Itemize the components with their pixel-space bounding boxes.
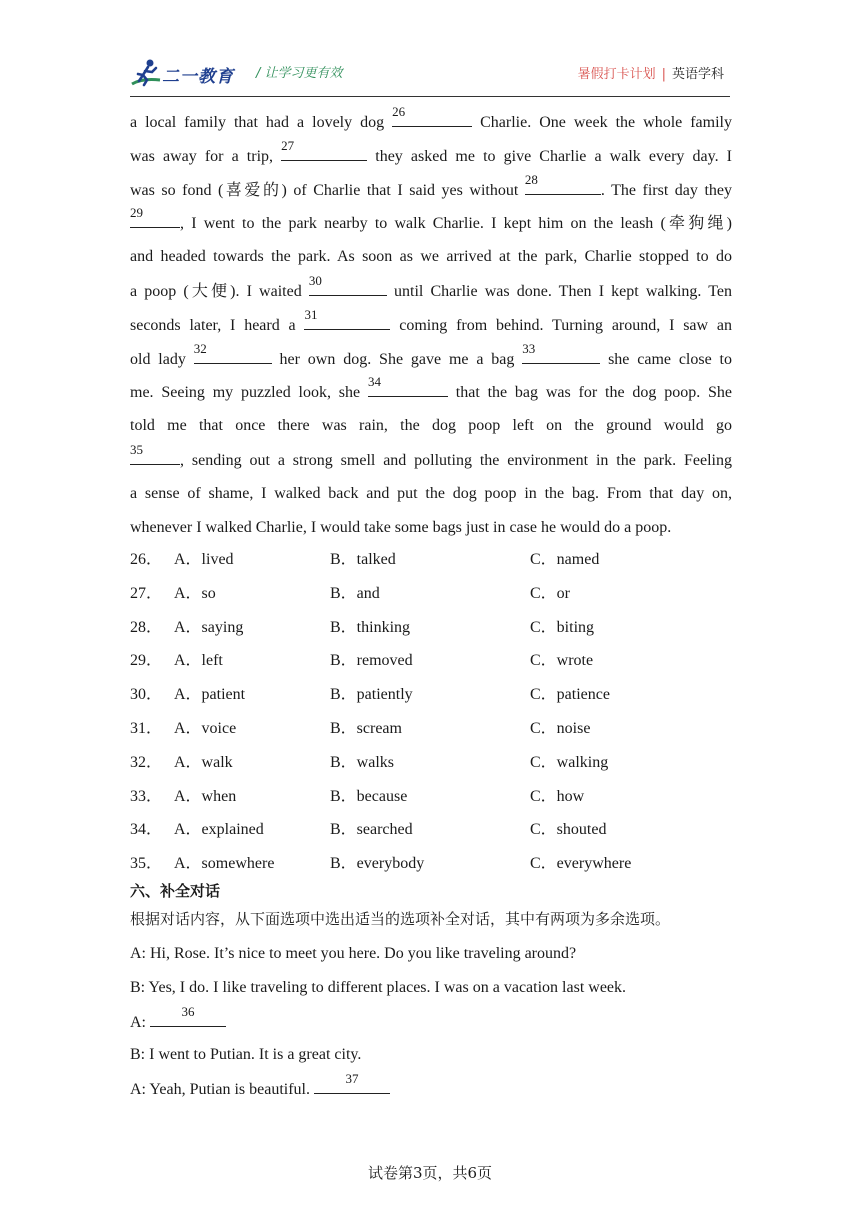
option-a[interactable]: A．voice [174, 719, 237, 737]
option-c[interactable]: C．noise [530, 719, 591, 737]
dialog-line [130, 1071, 732, 1109]
runner-logo-icon [130, 58, 164, 90]
option-c[interactable]: C．named [530, 551, 600, 568]
blank-number: 28 [524, 171, 538, 187]
passage-text: . The first day they [600, 181, 732, 199]
passage-text: old lady [130, 350, 194, 368]
option-c[interactable]: C．or [530, 584, 571, 602]
options-list [130, 546, 732, 884]
passage-line [130, 205, 732, 243]
option-row [130, 816, 732, 850]
option-c[interactable]: C．walking [530, 753, 609, 771]
option-b[interactable]: B．and [330, 584, 380, 602]
passage-line [130, 104, 732, 142]
passage-text: a sense of shame, I walked back and put the dog poop in the bag. From that day on, [130, 484, 732, 502]
passage-line [130, 243, 732, 277]
option-c[interactable]: C．wrote [530, 652, 594, 670]
answer-blank[interactable] [150, 1003, 226, 1027]
passage-text: coming from behind. Turning around, I saw an [390, 316, 733, 334]
dialog-text: A: [130, 1013, 150, 1031]
question-number: 28． [130, 618, 163, 636]
answer-blank[interactable] [130, 205, 180, 228]
blank-number: 34 [367, 374, 381, 390]
option-b[interactable]: B．walks [330, 753, 395, 771]
blank-number: 37 [345, 1071, 359, 1087]
passage-text: they asked me to give Charlie a walk every day. I [367, 147, 733, 165]
section-title: 六、补全对话 [130, 882, 221, 900]
passage-text: seconds later, I heard a [130, 316, 305, 334]
question-number: 34． [130, 821, 163, 839]
option-row [130, 850, 732, 884]
passage-text: until Charlie was done. Then I kept walking. Ten [386, 282, 732, 300]
passage-text: she came close to [600, 350, 732, 368]
option-c[interactable]: C．everywhere [530, 855, 632, 873]
option-b[interactable]: B．talked [330, 551, 396, 568]
dialog-line [130, 1003, 732, 1042]
option-a[interactable]: A．left [174, 652, 223, 670]
question-number: 26． [130, 551, 163, 568]
answer-blank[interactable] [193, 340, 272, 364]
option-a[interactable]: A．walk [174, 753, 233, 771]
logo-text: 二一教育 [162, 67, 234, 87]
question-number: 30． [130, 686, 163, 704]
passage-line [130, 171, 732, 210]
option-b[interactable]: B．patiently [330, 686, 413, 704]
blank-number: 27 [281, 137, 295, 153]
dialog-text: A: Hi, Rose. It’s nice to meet you here. Do you like traveling around? [130, 945, 577, 962]
passage-text: me. Seeing my puzzled look, she [130, 384, 368, 402]
passage-line [130, 306, 733, 345]
passage-text: Charlie. One week the whole family [472, 114, 732, 131]
answer-blank[interactable] [314, 1071, 390, 1094]
question-number: 33． [130, 787, 163, 805]
option-row [130, 783, 732, 817]
answer-blank[interactable] [367, 374, 448, 397]
passage-line [130, 137, 733, 176]
blank-number: 26 [392, 104, 406, 119]
answer-blank[interactable] [392, 104, 472, 127]
answer-blank[interactable] [130, 441, 180, 465]
question-number: 32． [130, 753, 163, 771]
passage-text: whenever I walked Charlie, I would take some bags just in case he would do a poop. [130, 518, 672, 536]
option-a[interactable]: A．lived [174, 551, 234, 568]
option-a[interactable]: A．patient [174, 686, 246, 704]
header-divider [130, 96, 730, 97]
option-row [130, 580, 732, 614]
option-b[interactable]: B．scream [330, 719, 402, 737]
passage-line [130, 441, 732, 480]
blank-number: 36 [181, 1003, 195, 1019]
passage-text: told me that once there was rain, the dog poop left on the ground would go [130, 417, 732, 435]
option-b[interactable]: B．because [330, 787, 408, 805]
option-row [130, 546, 732, 580]
slogan: / 让学习更有效 [256, 66, 343, 81]
option-b[interactable]: B．everybody [330, 855, 425, 873]
passage-line [130, 480, 732, 514]
question-number: 31． [130, 719, 163, 737]
dialog-text: A: Yeah, Putian is beautiful. [130, 1081, 314, 1099]
subject-label: 英语学科 [671, 67, 724, 82]
option-a[interactable]: A．explained [174, 821, 264, 839]
passage-line [130, 412, 732, 446]
dialog-text: B: I went to Putian. It is a great city. [130, 1046, 362, 1064]
option-b[interactable]: B．thinking [330, 618, 411, 636]
answer-blank[interactable] [522, 340, 600, 364]
option-b[interactable]: B．searched [330, 821, 413, 839]
passage-line [130, 374, 733, 412]
dialog-line [130, 1041, 732, 1075]
answer-blank[interactable] [281, 137, 367, 161]
option-row [130, 647, 732, 681]
header-separator: | [661, 67, 666, 82]
passage-text: , I went to the park nearby to walk Charlie. I kept him on the leash (牵狗绳) [180, 215, 732, 233]
dialog [130, 940, 732, 1109]
page-header [130, 52, 730, 96]
header-right [578, 63, 724, 82]
option-b[interactable]: B．removed [330, 652, 413, 670]
passage-line [130, 340, 732, 379]
passage-line [130, 514, 732, 548]
passage-text: her own dog. She gave me a bag [271, 350, 523, 368]
passage-text: , sending out a strong smell and polluting the environment in the park. Feeling [180, 451, 732, 469]
passage-text: that the bag was for the dog poop. She [447, 384, 733, 402]
passage-text: a local family that had a lovely dog [130, 114, 393, 131]
blank-number: 29 [130, 205, 143, 221]
option-a[interactable]: A．saying [174, 618, 244, 636]
option-row [130, 715, 732, 749]
option-a[interactable]: A．when [174, 787, 237, 805]
blank-number: 30 [308, 272, 322, 288]
dialog-line [130, 974, 732, 1008]
question-number: 29． [130, 652, 163, 670]
question-number: 35． [130, 855, 163, 873]
passage-line [130, 272, 732, 311]
option-c[interactable]: C．how [530, 787, 585, 805]
passage-text: a poop (大便). I waited [130, 282, 309, 300]
passage-text: and headed towards the park. As soon as we arrived at the park, Charlie stopped to do [130, 248, 732, 266]
passage-text: was so fond (喜爱的) of Charlie that I said yes without [130, 181, 525, 199]
plan-label: 暑假打卡计划 [577, 67, 656, 82]
cloze-passage [130, 104, 733, 547]
option-c[interactable]: C．patience [530, 686, 610, 704]
answer-blank[interactable] [304, 306, 390, 330]
option-c[interactable]: C．biting [530, 618, 595, 636]
dialog-line [130, 940, 732, 974]
blank-number: 32 [193, 340, 207, 356]
passage-text: was away for a trip, [130, 147, 282, 165]
option-row [130, 681, 732, 715]
logo [130, 58, 240, 90]
dialog-text: B: Yes, I do. I like traveling to different places. I was on a vacation last week. [130, 978, 627, 996]
blank-number: 35 [130, 441, 143, 457]
option-c[interactable]: C．shouted [530, 821, 607, 839]
section-instruction: 根据对话内容，从下面选项中选出适当的选项补全对话，其中有两项为多余选项。 [130, 910, 671, 928]
blank-number: 31 [304, 306, 318, 322]
option-a[interactable]: A．so [174, 584, 216, 602]
answer-blank[interactable] [308, 272, 387, 296]
page-footer: 试卷第3页，共6页 [367, 1164, 493, 1182]
blank-number: 33 [522, 340, 536, 356]
question-number: 27． [130, 584, 163, 602]
option-row [130, 749, 732, 783]
answer-blank[interactable] [524, 171, 601, 195]
option-row [130, 614, 732, 648]
option-a[interactable]: A．somewhere [174, 855, 275, 873]
